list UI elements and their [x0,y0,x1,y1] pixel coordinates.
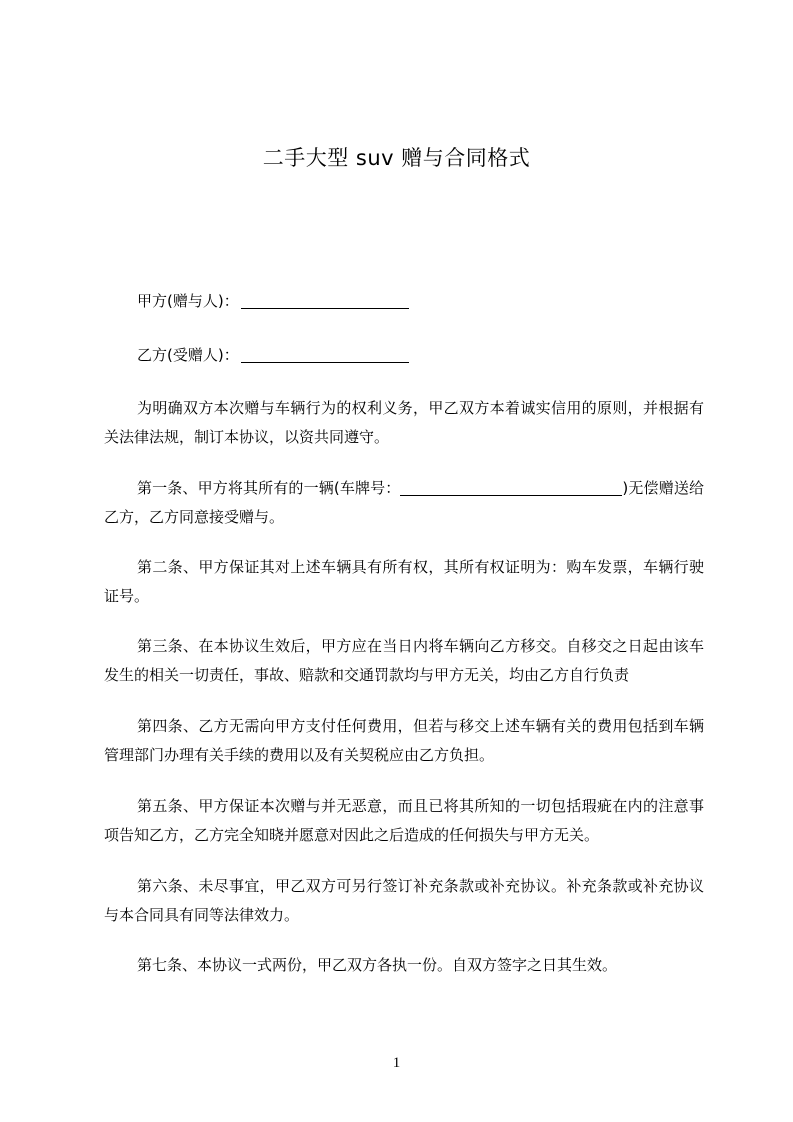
license-plate-blank-line [400,480,622,496]
article-3-paragraph: 第三条、在本协议生效后，甲方应在当日内将车辆向乙方移交。自移交之日起由该车发生的相关一切责任，事故、赔款和交通罚款均与甲方无关，均由乙方自行负责 [104,637,704,684]
party-a-label: 甲方(赠与人)： [137,292,239,310]
party-b-label: 乙方(受赠人)： [137,346,239,364]
party-b-blank-line [241,347,409,363]
article-7-paragraph: 第七条、本协议一式两份，甲乙双方各执一份。自双方签字之日其生效。 [137,956,618,974]
document-title: 二手大型 suv 赠与合同格式 [262,146,531,170]
article-1-paragraph [104,474,704,532]
article-2-paragraph: 第二条、甲方保证其对上述车辆具有所有权，其所有权证明为：购车发票，车辆行驶证号。 [104,558,704,605]
party-b-field [137,345,409,365]
article-1-text-end: )无偿赠送给乙方，乙方同意接受赠与。 [104,479,704,526]
article-1-text-start: 第一条、甲方将其所有的一辆(车牌号： [137,479,401,497]
article-6-paragraph: 第六条、未尽事宜，甲乙双方可另行签订补充条款或补充协议。补充条款或补充协议与本合同具有同等法律效力。 [104,877,704,924]
article-5-paragraph: 第五条、甲方保证本次赠与并无恶意，而且已将其所知的一切包括瑕疵在内的注意事项告知乙方，乙方完全知晓并愿意对因此之后造成的任何损失与甲方无关。 [104,797,704,844]
preamble-paragraph: 为明确双方本次赠与车辆行为的权利义务，甲乙双方本着诚实信用的原则，并根据有关法律法规，制订本协议，以资共同遵守。 [104,399,704,446]
page-number: 1 [392,1055,401,1071]
party-a-field [137,291,409,311]
party-a-blank-line [241,293,409,309]
article-4-paragraph: 第四条、乙方无需向甲方支付任何费用，但若与移交上述车辆有关的费用包括到车辆管理部门办理有关手续的费用以及有关契税应由乙方负担。 [104,717,704,764]
